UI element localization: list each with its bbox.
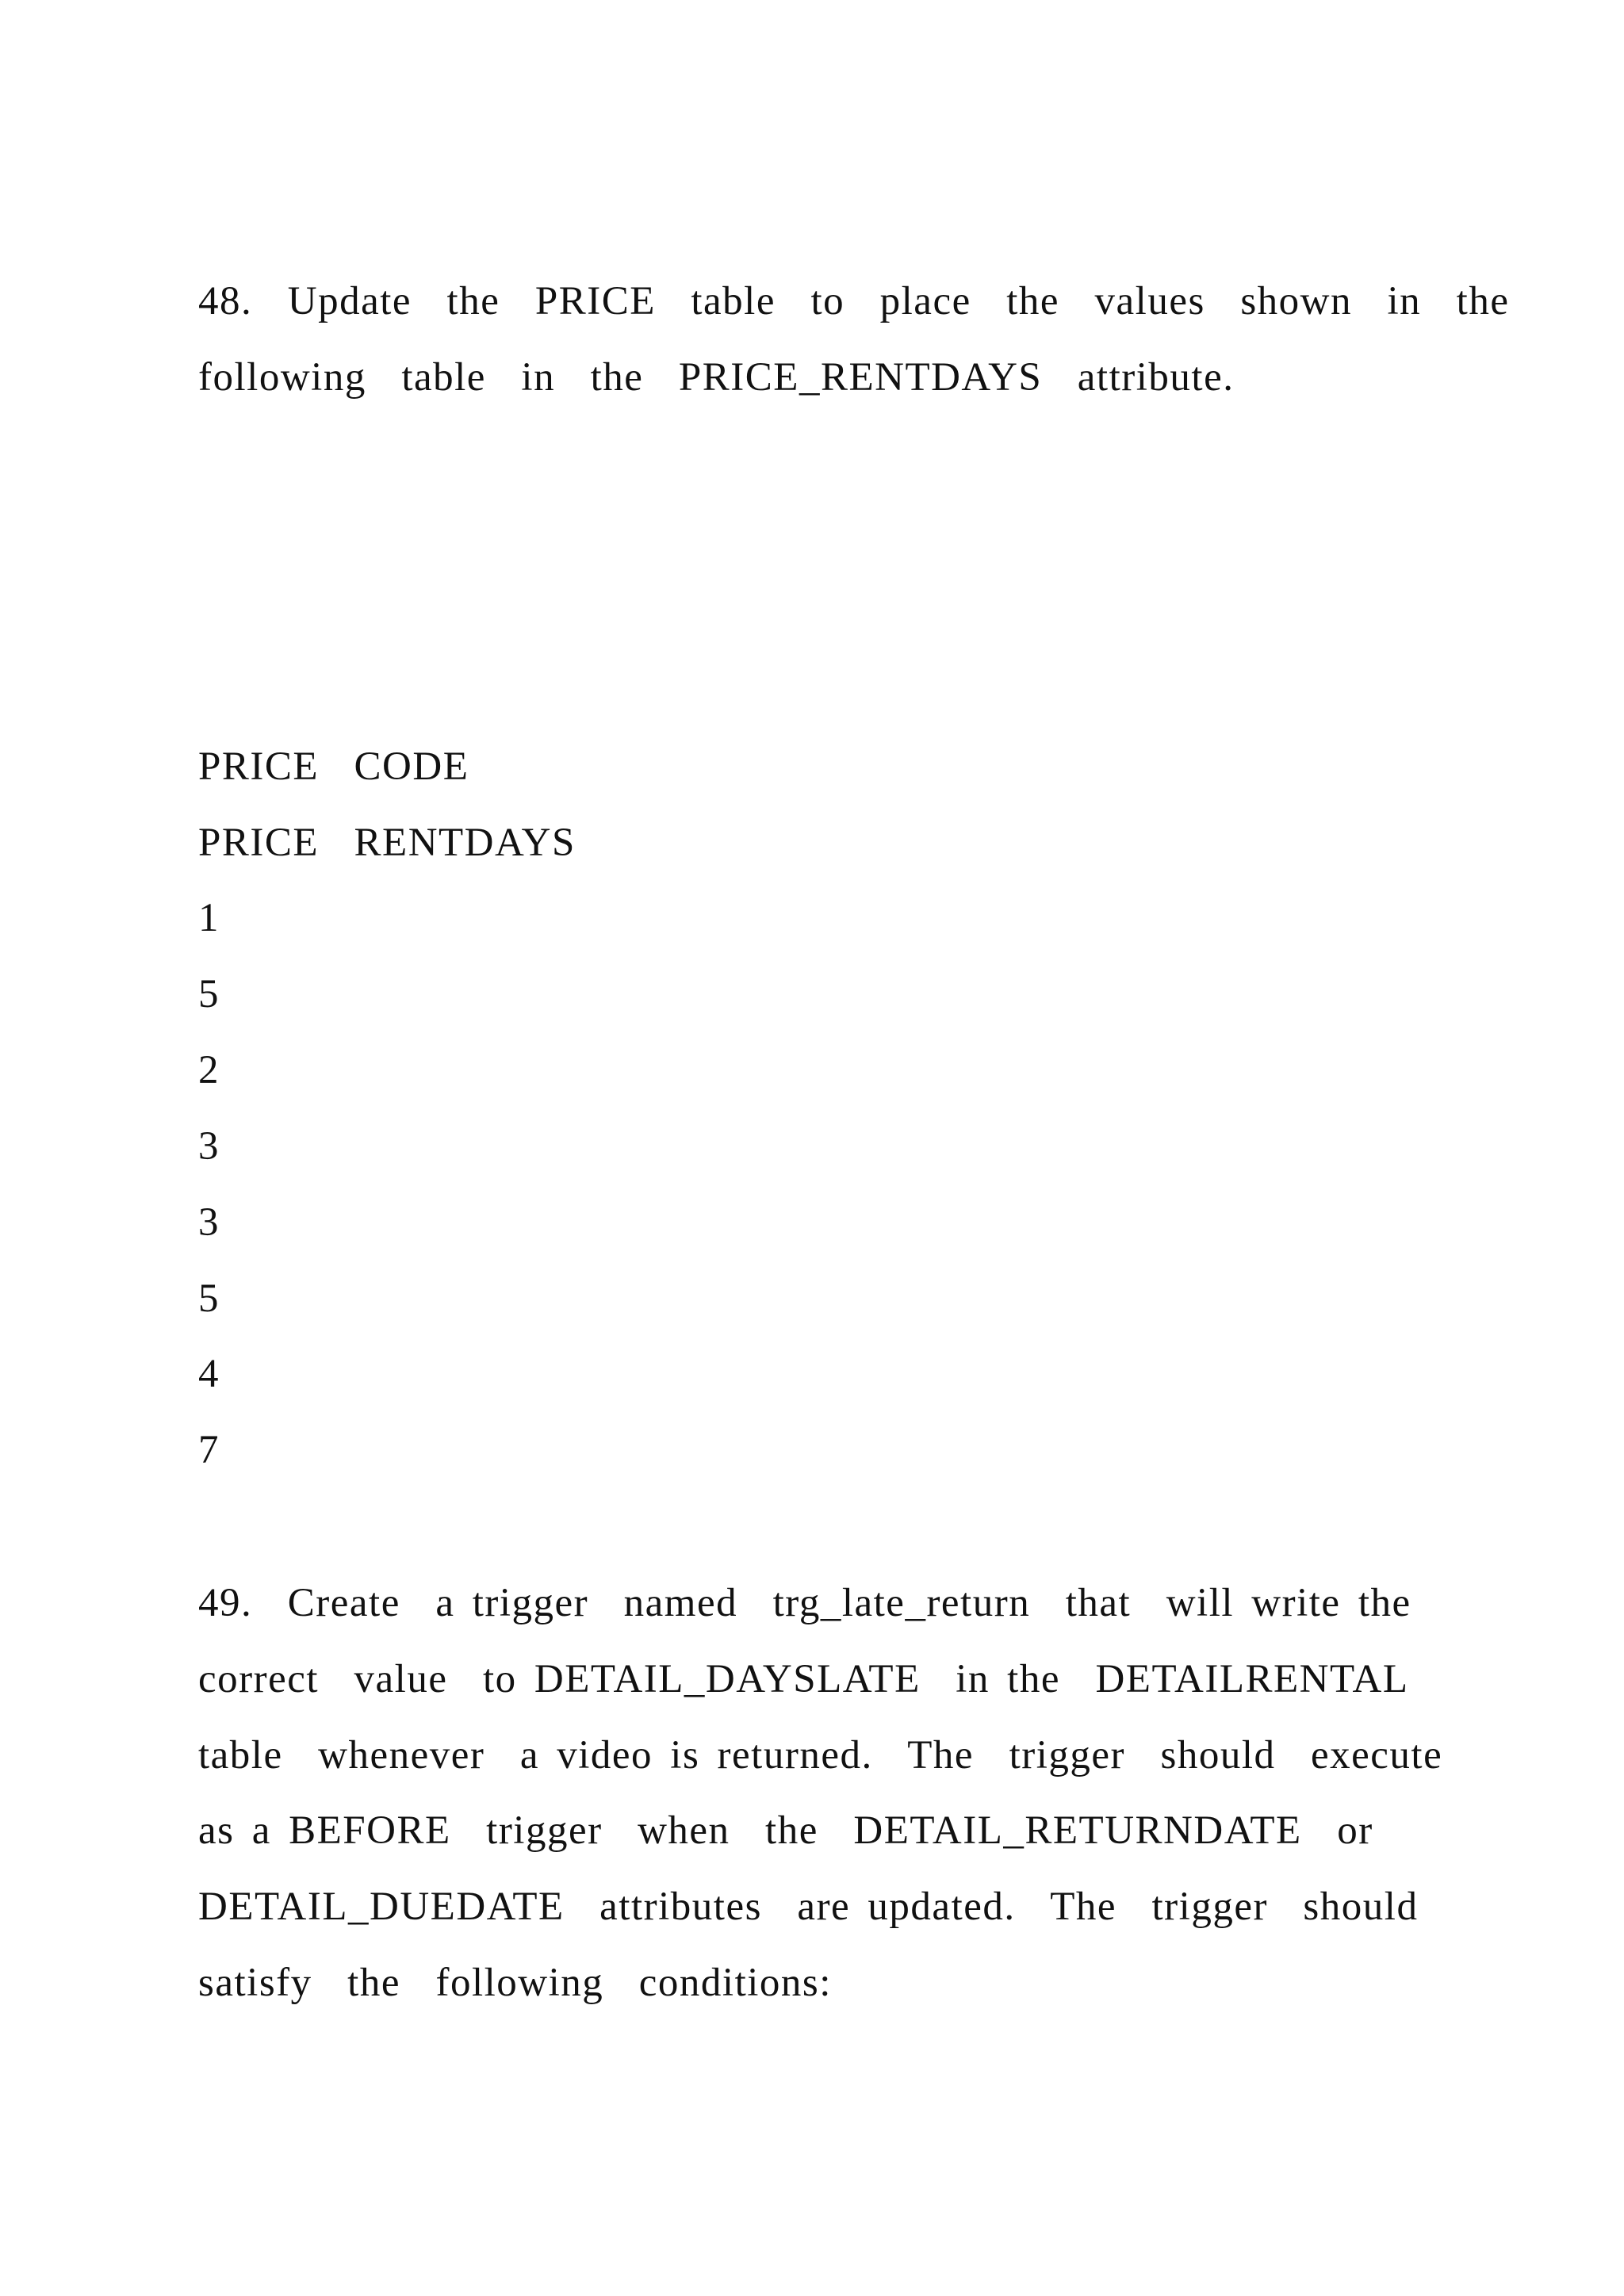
table-header-price-rentdays: PRICE RENTDAYS <box>198 821 576 865</box>
question-49-line-4: as a BEFORE trigger when the DETAIL_RETURNDATE or <box>198 1808 1373 1853</box>
question-49-line-3: table whenever a video is returned. The trigger should execute <box>198 1733 1443 1777</box>
table-value: 3 <box>198 1124 220 1169</box>
question-49-line-6: satisfy the following conditions: <box>198 1961 832 2005</box>
question-49-line-1: 49. Create a trigger named trg_late_return that will write the <box>198 1581 1411 1625</box>
table-header-price-code: PRICE CODE <box>198 744 469 789</box>
question-49-line-2: correct value to DETAIL_DAYSLATE in the DETAILRENTAL <box>198 1657 1409 1701</box>
table-value: 7 <box>198 1428 220 1472</box>
question-48-line-1: 48. Update the PRICE table to place the values shown in the <box>198 279 1510 323</box>
table-value: 4 <box>198 1352 220 1396</box>
table-value: 1 <box>198 896 220 940</box>
table-value: 2 <box>198 1048 220 1093</box>
question-48-line-2: following table in the PRICE_RENTDAYS attribute. <box>198 355 1235 400</box>
table-value: 3 <box>198 1200 220 1245</box>
table-value: 5 <box>198 972 220 1016</box>
question-49-line-5: DETAIL_DUEDATE attributes are updated. The trigger should <box>198 1885 1419 1929</box>
table-value: 5 <box>198 1276 220 1321</box>
